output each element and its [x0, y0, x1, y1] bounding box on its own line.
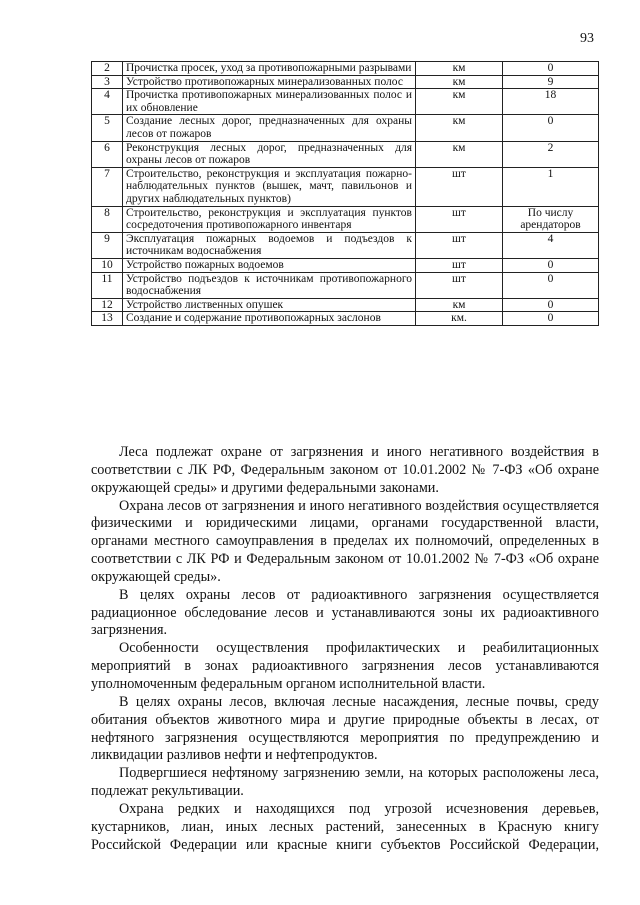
measure-name: Устройство подъездов к источникам противопожарного водоснабжения	[123, 272, 416, 298]
measure-value: 0	[503, 298, 599, 312]
measure-name: Строительство, реконструкция и эксплуатация пожарно-наблюдательных пунктов (вышек, мачт, павильонов и других наблюдательных пунктов)	[123, 167, 416, 206]
row-number: 6	[92, 141, 123, 167]
measure-value: 18	[503, 89, 599, 115]
table-row	[92, 115, 599, 141]
measure-value: 4	[503, 232, 599, 258]
measure-name: Прочистка просек, уход за противопожарными разрывами	[123, 62, 416, 76]
row-number: 13	[92, 312, 123, 326]
page-number: 93	[580, 31, 594, 46]
measure-value: 0	[503, 258, 599, 272]
row-number: 10	[92, 258, 123, 272]
paragraph: Леса подлежат охране от загрязнения и иного негативного воздействия в соответствии с ЛК РФ, Федеральным законом от 10.01.2002 № 7-ФЗ «Об охране окружающей среды» и другими федеральными законами.	[91, 444, 599, 496]
row-number: 7	[92, 167, 123, 206]
table-row	[92, 141, 599, 167]
measure-unit: шт	[416, 272, 503, 298]
paragraph: В целях охраны лесов от радиоактивного загрязнения осуществляется радиационное обследование лесов и устанавливаются зоны их радиоактивного загрязнения.	[91, 586, 599, 639]
table-row	[92, 258, 599, 272]
row-number: 8	[92, 206, 123, 232]
measure-name: Устройство пожарных водоемов	[123, 258, 416, 272]
paragraph: В целях охраны лесов, включая лесные насаждения, лесные почвы, среду обитания объектов животного мира и другие природные объекты в лесах, от нефтяного загрязнения осуществляются мероприятия по предупреждению и ликвидации разливов нефти и нефтепродуктов.	[91, 693, 599, 764]
measure-name: Эксплуатация пожарных водоемов и подъездов к источникам водоснабжения	[123, 232, 416, 258]
row-number: 4	[92, 89, 123, 115]
measure-value: 0	[503, 272, 599, 298]
measure-unit: шт	[416, 258, 503, 272]
measure-unit: км	[416, 89, 503, 115]
measure-value: 2	[503, 141, 599, 167]
measure-value: 0	[503, 312, 599, 326]
measure-value: 0	[503, 62, 599, 76]
table-row	[92, 232, 599, 258]
row-number: 5	[92, 115, 123, 141]
table-row	[92, 75, 599, 89]
paragraph: Подвергшиеся нефтяному загрязнению земли, на которых расположены леса, подлежат рекультивации.	[91, 765, 599, 800]
measure-unit: шт	[416, 206, 503, 232]
measure-value: 0	[503, 115, 599, 141]
table-row	[92, 89, 599, 115]
table-row	[92, 298, 599, 312]
fire-protection-measures-table	[91, 61, 599, 326]
row-number: 2	[92, 62, 123, 76]
measure-value: 9	[503, 75, 599, 89]
measure-name: Устройство противопожарных минерализованных полос	[123, 75, 416, 89]
measure-name: Реконструкция лесных дорог, предназначенных для охраны лесов от пожаров	[123, 141, 416, 167]
row-number: 11	[92, 272, 123, 298]
paragraph: Охрана лесов от загрязнения и иного негативного воздействия осуществляется физическими и юридическими лицами, органами государственной власти, органами местного самоуправления в пределах их полномочий, определенных в соответствии с ЛК РФ и Федеральным законом от 10.01.2002 № 7-ФЗ «Об охране окружающей среды».	[91, 497, 599, 585]
measure-unit: км	[416, 298, 503, 312]
measure-unit: шт	[416, 232, 503, 258]
body-text	[91, 444, 599, 854]
measure-value: По числу арендаторов	[503, 206, 599, 232]
measure-name: Строительство, реконструкция и эксплуатация пунктов сосредоточения противопожарного инвентаря	[123, 206, 416, 232]
paragraph: Охрана редких и находящихся под угрозой исчезновения деревьев, кустарников, лиан, иных лесных растений, занесенных в Красную книгу Российской Федерации или красные книги субъектов Российской Федерации,	[91, 800, 599, 853]
measure-name: Создание лесных дорог, предназначенных для охраны лесов от пожаров	[123, 115, 416, 141]
table-row	[92, 272, 599, 298]
measure-unit: км.	[416, 312, 503, 326]
paragraph: Особенности осуществления профилактических и реабилитационных мероприятий в зонах радиоактивного загрязнения лесов устанавливаются уполномоченным федеральным органом исполнительной власти.	[91, 640, 599, 692]
row-number: 3	[92, 75, 123, 89]
measure-name: Создание и содержание противопожарных заслонов	[123, 312, 416, 326]
measure-name: Прочистка противопожарных минерализованных полос и их обновление	[123, 89, 416, 115]
measure-unit: км	[416, 141, 503, 167]
measure-value: 1	[503, 167, 599, 206]
table-row	[92, 62, 599, 76]
row-number: 9	[92, 232, 123, 258]
table-row	[92, 167, 599, 206]
measure-unit: км	[416, 115, 503, 141]
table-row	[92, 206, 599, 232]
measure-unit: шт	[416, 167, 503, 206]
measure-unit: км	[416, 75, 503, 89]
row-number: 12	[92, 298, 123, 312]
table-row	[92, 312, 599, 326]
measure-name: Устройство лиственных опушек	[123, 298, 416, 312]
measure-unit: км	[416, 62, 503, 76]
